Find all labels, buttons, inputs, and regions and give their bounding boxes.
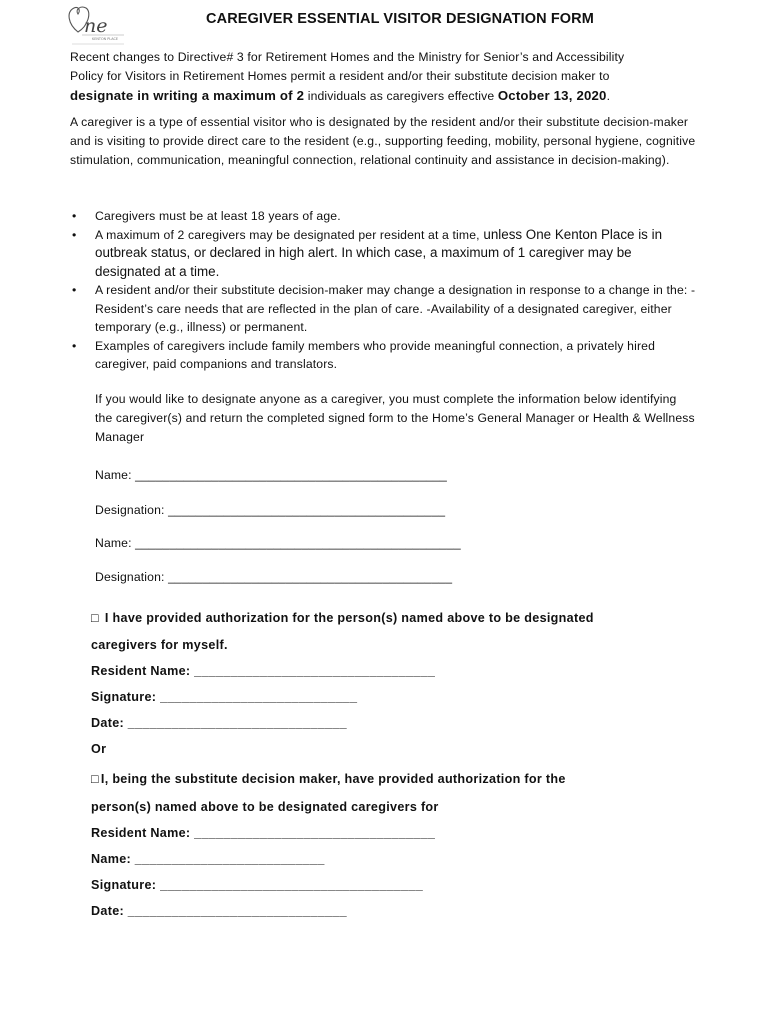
sdm-signature-field[interactable]: Signature: ____________________________________: [91, 878, 424, 892]
list-item: • Examples of caregivers include family members who provide meaningful connection, a privately hired caregiver, paid companions and translators.: [72, 338, 656, 371]
self-checkbox-icon[interactable]: □: [91, 611, 99, 625]
caregiver-rules-list: [70, 207, 700, 374]
list-item: • A resident and/or their substitute decision-maker may change a designation in response to a change in the: - Resident’s care needs that are reflected in the plan of care. -Availability of a designated caregiver, either temporary (e.g., illness) or permanent.: [72, 283, 696, 334]
instructions-paragraph: If you would like to designate anyone as a caregiver, you must complete the information below identifying the caregiver(s) and return the completed signed form to the Home’s General Manager or Health & Wellness Manager: [95, 392, 695, 444]
sdm-checkbox-icon[interactable]: □: [91, 772, 99, 786]
sdm-name-field[interactable]: Name: __________________________: [91, 852, 325, 866]
self-authorization-option: □ I have provided authorization for the person(s) named above to be designated: [91, 611, 594, 625]
effective-date: October 13, 2020: [497, 88, 607, 103]
or-label: Or: [91, 742, 107, 756]
caregiver-designation-field-1[interactable]: Designation: ________________________________________: [95, 503, 446, 517]
form-title: CAREGIVER ESSENTIAL VISITOR DESIGNATION FORM: [206, 11, 594, 27]
sdm-authorization-line2: person(s) named above to be designated caregivers for: [91, 800, 439, 814]
svg-text:KENTON PLACE: KENTON PLACE: [92, 37, 119, 41]
list-item: • Caregivers must be at least 18 years of age.: [72, 209, 341, 223]
self-authorization-line2: caregivers for myself.: [91, 638, 228, 652]
caregiver-name-field-1[interactable]: Name: _____________________________________________: [95, 468, 447, 482]
intro-paragraph: Recent changes to Directive# 3 for Retirement Homes and the Ministry for Senior’s and Accessibility Policy for Visitors in Retirement Homes permit a resident and/or their substitute decision maker to designate in writing a maximum of 2 individuals as caregivers effective October 13, 2020.: [70, 50, 625, 103]
sdm-resident-name-field[interactable]: Resident Name: _________________________________: [91, 826, 436, 840]
list-item: • A maximum of 2 caregivers may be designated per resident at a time, unless One Kenton Place is in outbreak status, or declared in high alert. In which case, a maximum of 1 caregiver may be designated at a time.: [72, 226, 663, 279]
self-signature-field[interactable]: Signature: ___________________________: [91, 690, 358, 704]
self-resident-name-field[interactable]: Resident Name: _________________________________: [91, 664, 436, 678]
caregiver-definition: A caregiver is a type of essential visitor who is designated by the resident and/or their substitute decision-maker and is visiting to provide direct care to the resident (e.g., supporting feeding, mobility, personal hygiene, cognitive stimulation, communication, meaningful connection, relational continuity and assistance in decision-making).: [70, 115, 696, 167]
sdm-date-field[interactable]: Date: ______________________________: [91, 904, 347, 918]
caregiver-designation-field-2[interactable]: Designation: _________________________________________: [95, 570, 453, 584]
svg-text:ne: ne: [84, 15, 108, 37]
max-designation-text: designate in writing a maximum of 2: [70, 88, 305, 103]
caregiver-name-field-2[interactable]: Name: _______________________________________________: [95, 536, 461, 550]
sdm-authorization-option: □ I, being the substitute decision maker, have provided authorization for the: [91, 772, 566, 786]
self-date-field[interactable]: Date: ______________________________: [91, 716, 347, 730]
